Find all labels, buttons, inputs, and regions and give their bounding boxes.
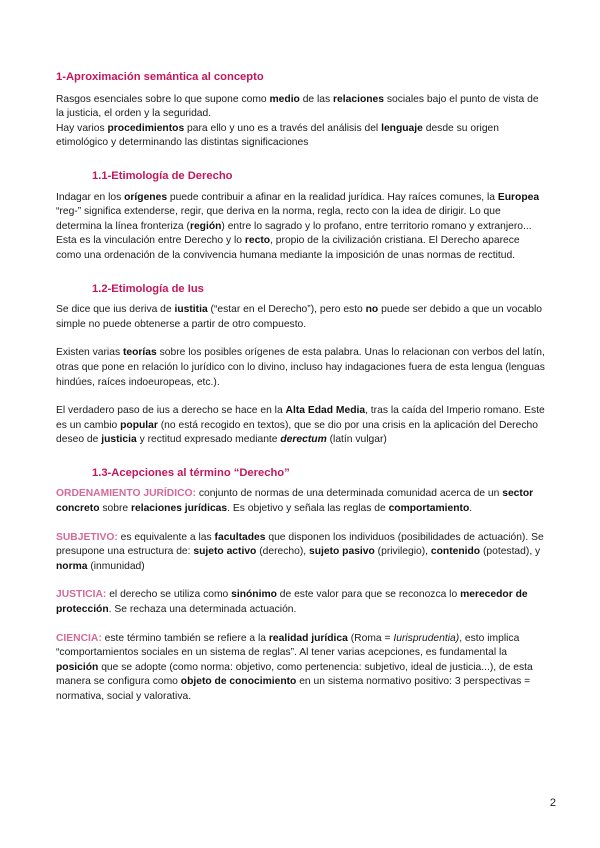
paragraph: Indagar en los orígenes puede contribuir a afinar en la realidad jurídica. Hay raíces comunes, la Europea “reg-” significa extenderse, regir, que deriva en la norma, regla, recto con la idea de dirigir. Lo que determina la línea fronteriza (región) entre lo sagrado y lo profano, entre territorio romano y extranjero... Esta es la vinculación entre Derecho y lo recto, propio de la civilización cristiana. El Derecho aparece como una ordenación de la convivencia humana mediante la imposición de unas normas de rectitud. [56,191,540,261]
subsection-heading: 1.1-Etimología de Derecho [92,169,233,182]
paragraph: Existen varias teorías sobre los posibles orígenes de esta palabra. Unas lo relacionan con verbos del latín, otras que pone en relación lo jurídico con lo divino, incluso hay indagaciones fuera de esta lengua (lenguas hindúes, raíces indoeuropeas, etc.). [56,347,545,388]
paragraph: El verdadero paso de ius a derecho se hace en la Alta Edad Media, tras la caída del Imperio romano. Este es un cambio popular (no está recogido en textos), que se dio por una crisis en la aplicación del Derecho deseo de justicia y rectitud expresado mediante derectum (latín vulgar) [56,405,545,446]
page-number: 2 [549,797,556,809]
subsection-heading: 1.2-Etimología de Ius [92,282,204,295]
document-page [56,70,546,705]
paragraph: Se dice que ius deriva de iustitia (“estar en el Derecho”), pero esto no puede ser debido a que un vocablo simple no puede obtenerse a partir de otro compuesto. [56,304,542,330]
subsection-heading: 1.3-Acepciones al término “Derecho” [92,466,290,479]
definition-ordenamiento: ORDENAMIENTO JURÍDICO: conjunto de normas de una determinada comunidad acerca de un sector concreto sobre relaciones jurídicas. Es objetivo y señala las reglas de comportamiento. [56,488,534,515]
definition-subjetivo: SUBJETIVO: es equivalente a las facultades que disponen los individuos (posibilidades de actuación). Se presupone una estructura de: sujeto activo (derecho), sujeto pasivo (privilegio), contenido (potestad), y norma (inmunidad) [56,531,544,572]
section-heading: 1-Aproximación semántica al concepto [56,71,264,83]
paragraph: Rasgos esenciales sobre lo que supone como medio de las relaciones sociales bajo el punto de vista de la justicia, el orden y la seguridad. [56,93,539,120]
paragraph: Hay varios procedimientos para ello y uno es a través del análisis del lenguaje desde su origen etimológico y determinando las distintas significaciones [56,122,499,149]
definition-ciencia: CIENCIA: este término también se refiere a la realidad jurídica (Roma = Iurisprudentia), esto implica “comportamientos sociales en un sistema de reglas”. Al tener varias acepciones, es fundamental la posición que se adopte (como norma: objetivo, como pertenencia: subjetivo, ideal de justicia...), de esta manera se configura como objeto de conocimiento en un sistema normativo positivo: 3 perspectivas = normativa, social y valorativa. [56,632,533,702]
definition-justicia: JUSTICIA: el derecho se utiliza como sinónimo de este valor para que se reconozca lo merecedor de protección. Se rechaza una determinada actuación. [56,589,528,616]
